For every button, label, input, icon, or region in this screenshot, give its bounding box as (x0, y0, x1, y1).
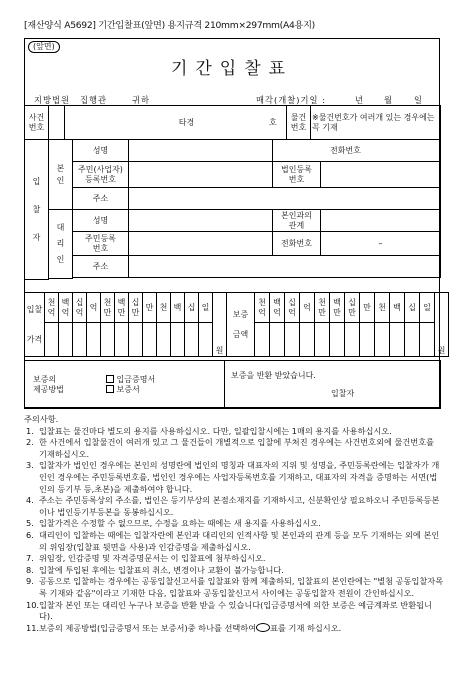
deposit-digit-cell[interactable] (345, 323, 360, 357)
option-deposit-certificate[interactable]: 입금증명서 (106, 375, 156, 385)
deposit-digit-cell[interactable] (360, 323, 375, 357)
deposit-digit-label: 십 억 (285, 293, 300, 323)
bid-digit-cell[interactable] (59, 323, 73, 357)
principal-phone-label: 전화번호 (273, 140, 441, 162)
principal-name-label: 성명 (73, 140, 129, 162)
note-item: 5. 입찰가격은 수정할 수 없으므로, 수정을 요하는 때에는 새 용지를 사용하십시오. (26, 518, 321, 529)
principal-name-field[interactable] (129, 140, 273, 162)
to-label: 귀하 (132, 95, 151, 105)
deposit-digit-label: 일 (420, 293, 435, 323)
deposit-digit-label: 천 (375, 293, 390, 323)
principal-reg-field[interactable] (129, 162, 273, 188)
sale-date-label: 매각(개찰)기일 : (256, 95, 326, 105)
deposit-digit-label: 백 만 (330, 293, 345, 323)
checkbox-icon[interactable] (106, 375, 114, 383)
principal-label: 본인 (49, 140, 73, 210)
deposit-digit-label: 억 (300, 293, 315, 323)
court-label: 지방법원 (34, 95, 71, 105)
bid-won-label: 원 (213, 293, 227, 357)
bid-digit-label: 백 억 (59, 293, 73, 323)
agent-phone-field[interactable]: – (321, 232, 441, 256)
checkbox-icon[interactable] (106, 385, 114, 393)
note-item: 2. 한 사건에서 입찰물건이 여러개 있고 그 물건들이 개별적으로 입찰에 부쳐진 경우에는 사건번호외에 물건번호를 기재하십시오. (26, 437, 435, 459)
deposit-digit-label: 만 (360, 293, 375, 323)
agent-reg-field[interactable] (129, 232, 273, 256)
deposit-digit-cell[interactable] (300, 323, 315, 357)
note-item: 9. 공동으로 입찰하는 경우에는 공동입찰신고서를 입찰표와 함께 제출하되, 입찰표의 본인란에는 "별첨 공동입찰자목록 기재와 같음"이라고 기재한 다음, 입찰표와 공동입찰신고서 사이에는 공동입찰자 전원이 간인하십시오. (26, 576, 444, 598)
bidder-table (24, 139, 441, 280)
note-item: 10. 입찰자 본인 또는 대리인 누구나 보증을 반환 받을 수 있습니다(입금증명서에 의한 보증은 예금계좌로 반환됩니다). (26, 599, 432, 622)
bid-digit-cell[interactable] (129, 323, 143, 357)
page-side-badge: (앞면) (28, 41, 60, 53)
relation-field[interactable] (321, 210, 441, 232)
bid-digit-cell[interactable] (157, 323, 171, 357)
deposit-won-label: 원 (435, 293, 449, 357)
bid-digit-label: 백 (171, 293, 185, 323)
deposit-digit-label: 백 억 (270, 293, 285, 323)
month-label: 월 (384, 95, 394, 105)
form-title: 기간입찰표 (170, 59, 294, 79)
bid-digit-label: 만 (143, 293, 157, 323)
amount-table (24, 292, 449, 357)
return-confirm-text: 보증을 반환 받았습니다. (231, 371, 316, 380)
agent-label: 대리인 (49, 210, 73, 279)
note-item: 1. 입찰표는 물건마다 별도의 용지를 사용하십시오. 다만, 일괄입찰시에는 1매의 용지를 사용하십시오. (26, 425, 392, 436)
deposit-digit-cell[interactable] (405, 323, 420, 357)
notes-heading: 주의사항. (24, 414, 59, 424)
principal-address-field[interactable] (129, 188, 441, 210)
bid-digit-cell[interactable] (171, 323, 185, 357)
deposit-digit-label: 십 (405, 293, 420, 323)
deposit-digit-cell[interactable] (420, 323, 435, 357)
bid-digit-cell[interactable] (143, 323, 157, 357)
case-number-label: 사건 번호 (25, 106, 49, 140)
notes-list (24, 426, 444, 635)
principal-address-label: 주소 (73, 188, 129, 210)
note-item: 7. 위임장, 인감증명 및 자격증명문서는 이 입찰표에 첨부하십시오. (26, 553, 266, 564)
item-number-note: ※물건번호가 여러개 있는 경우에는 꼭 기재 (311, 106, 441, 140)
agent-name-label: 성명 (73, 210, 129, 232)
bid-digit-label: 천 만 (101, 293, 115, 323)
case-number-spacer (49, 106, 65, 140)
bid-digit-cell[interactable] (87, 323, 101, 357)
return-confirm-cell (225, 361, 441, 409)
note-item: 6. 대리인이 입찰하는 때에는 입찰자란에 본인과 대리인의 인적사항 및 본인과의 관계 등을 모두 기재하는 외에 본인의 위임장(입찰표 뒷면을 사용)과 인감증명을 제출하십시오. (26, 529, 440, 552)
bid-digit-label: 억 (87, 293, 101, 323)
agent-name-field[interactable] (129, 210, 273, 232)
check-mark-oval-icon (256, 623, 270, 632)
deposit-label: 보증 금액 (227, 293, 255, 357)
bid-digit-cell[interactable] (115, 323, 129, 357)
corp-reg-field[interactable] (321, 162, 441, 188)
bid-digit-label: 천 억 (45, 293, 59, 323)
deposit-digit-cell[interactable] (330, 323, 345, 357)
agent-phone-label: 전화번호 (273, 232, 321, 256)
bidder-sign-label: 입찰자 (331, 389, 355, 398)
deposit-digit-label: 십 만 (345, 293, 360, 323)
day-label: 일 (414, 95, 424, 105)
agent-reg-label: 주민등록 번호 (73, 232, 129, 256)
bid-digit-label: 천 (157, 293, 171, 323)
bid-digit-cell[interactable] (199, 323, 213, 357)
note-item: 3. 입찰자가 법인인 경우에는 본인의 성명란에 법인의 명칭과 대표자의 지위 및 성명을, 주민등록란에는 입찰자가 개인인 경우에는 주민등록번호를, 법인인 경우에는 사업자등록번호를 기재하고, 대표자의 자격을 증명하는 서면(법인의 등기부 등,초본)을 제출하여야 합니다. (26, 460, 440, 494)
item-number-label: 물건 번호 (287, 106, 311, 140)
case-number-field[interactable]: 타경 호 (65, 106, 287, 140)
deposit-method-cell (25, 361, 225, 409)
form-header: [재산양식 A5692] 기간입찰표(앞면) 용지규격 210mm×297mm(A4용지) (24, 20, 315, 31)
principal-reg-label: 주민(사업자) 등록번호 (73, 162, 129, 188)
notes-section (24, 414, 444, 634)
case-row-table (24, 105, 441, 140)
relation-label: 본인과의 관계 (273, 210, 321, 232)
deposit-digit-cell[interactable] (390, 323, 405, 357)
year-label: 년 (355, 95, 365, 105)
method-table (24, 360, 441, 409)
bid-digit-label: 십 만 (129, 293, 143, 323)
bid-digit-label: 일 (199, 293, 213, 323)
bid-digit-cell[interactable] (101, 323, 115, 357)
deposit-digit-label: 천 억 (255, 293, 270, 323)
bid-digit-cell[interactable] (73, 323, 87, 357)
deposit-digit-cell[interactable] (315, 323, 330, 357)
bid-digit-cell[interactable] (185, 323, 199, 357)
option-guarantee[interactable]: 보증서 (106, 385, 156, 395)
deposit-digit-label: 천 만 (315, 293, 330, 323)
deposit-digit-cell[interactable] (255, 323, 270, 357)
note-item: 8. 입찰에 투입된 후에는 입찰표의 취소, 변경이나 교환이 불가능합니다. (26, 564, 284, 575)
bid-digit-label: 십 억 (73, 293, 87, 323)
bid-digit-label: 백 만 (115, 293, 129, 323)
deposit-digit-cell[interactable] (375, 323, 390, 357)
deposit-digit-cell[interactable] (285, 323, 300, 357)
note-item: 4. 주소는 주민등록상의 주소를, 법인은 등기부상의 본점소재지를 기재하시고, 신분확인상 필요하오니 주민등록등본이나 법인등기부등본을 동봉하십시오. (26, 495, 440, 517)
corp-reg-label: 법인등록 번호 (273, 162, 321, 188)
deposit-digit-label: 백 (390, 293, 405, 323)
agent-address-label: 주소 (73, 256, 129, 278)
deposit-method-label: 보증의 제공방법 (33, 374, 64, 394)
deposit-digit-cell[interactable] (270, 323, 285, 357)
bid-digit-label: 십 (185, 293, 199, 323)
bid-digit-cell[interactable] (45, 323, 59, 357)
note-item: 11. 보증의 제공방법(입금증명서 또는 보증서)중 하나를 선택하여 표를 기재 하십시오. (26, 622, 342, 633)
bidder-side-label: 입찰자 (25, 140, 49, 280)
bid-price-label: 입찰 가격 (25, 293, 45, 357)
officer-label: 집행관 (80, 95, 108, 105)
agent-address-field[interactable] (129, 256, 441, 278)
